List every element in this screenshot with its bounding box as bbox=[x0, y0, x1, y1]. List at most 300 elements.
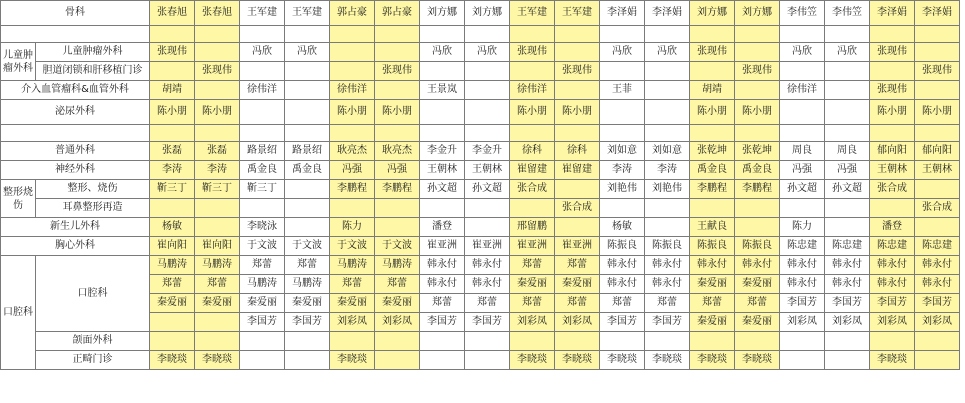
schedule-cell bbox=[330, 43, 375, 62]
schedule-cell bbox=[645, 81, 690, 100]
schedule-cell: 冯欣 bbox=[825, 43, 870, 62]
header-doctor: 王军建 bbox=[285, 1, 330, 26]
schedule-cell: 李国芳 bbox=[600, 313, 645, 332]
schedule-cell: 耿亮杰 bbox=[375, 142, 420, 161]
schedule-cell bbox=[780, 100, 825, 125]
blank-cell bbox=[645, 125, 690, 142]
header-doctor: 张春旭 bbox=[150, 1, 195, 26]
blank-cell bbox=[330, 26, 375, 43]
schedule-cell bbox=[690, 332, 735, 351]
schedule-cell: 刘彩凤 bbox=[330, 313, 375, 332]
header-doctor: 李泽娟 bbox=[645, 1, 690, 26]
schedule-cell bbox=[150, 62, 195, 81]
schedule-cell bbox=[375, 332, 420, 351]
schedule-cell: 陈小朋 bbox=[330, 100, 375, 125]
schedule-cell bbox=[510, 62, 555, 81]
schedule-cell: 李国芳 bbox=[870, 294, 915, 313]
schedule-cell bbox=[150, 199, 195, 218]
schedule-cell: 秦爱丽 bbox=[330, 294, 375, 313]
schedule-cell: 王朝林 bbox=[870, 161, 915, 180]
blank-cell bbox=[915, 26, 960, 43]
schedule-cell: 崔留建 bbox=[510, 161, 555, 180]
schedule-cell bbox=[150, 332, 195, 351]
schedule-cell: 郑蕾 bbox=[555, 256, 600, 275]
table-row bbox=[1, 142, 960, 161]
schedule-cell bbox=[285, 81, 330, 100]
header-doctor: 刘方娜 bbox=[690, 1, 735, 26]
schedule-cell: 陈振良 bbox=[600, 237, 645, 256]
schedule-body bbox=[1, 1, 960, 370]
schedule-cell: 张现伟 bbox=[510, 43, 555, 62]
schedule-cell: 王朝林 bbox=[915, 161, 960, 180]
blank-cell bbox=[825, 26, 870, 43]
schedule-cell: 秦爱丽 bbox=[150, 294, 195, 313]
header-doctor: 郭占豪 bbox=[375, 1, 420, 26]
blank-cell bbox=[690, 26, 735, 43]
schedule-cell: 李晓琰 bbox=[195, 351, 240, 370]
schedule-cell bbox=[645, 100, 690, 125]
schedule-cell: 秦爱丽 bbox=[690, 313, 735, 332]
schedule-cell bbox=[825, 81, 870, 100]
schedule-cell: 李晓琰 bbox=[735, 351, 780, 370]
schedule-cell: 郑蕾 bbox=[600, 294, 645, 313]
schedule-cell: 陈忠建 bbox=[825, 237, 870, 256]
schedule-cell: 张现伟 bbox=[915, 62, 960, 81]
schedule-cell: 徐科 bbox=[555, 142, 600, 161]
schedule-cell: 张现伟 bbox=[555, 62, 600, 81]
schedule-cell: 杨敏 bbox=[150, 218, 195, 237]
schedule-cell bbox=[375, 351, 420, 370]
schedule-cell: 韩永付 bbox=[915, 256, 960, 275]
category-label: 整形烧伤 bbox=[1, 180, 36, 218]
schedule-cell: 李国芳 bbox=[285, 313, 330, 332]
schedule-cell: 李金升 bbox=[465, 142, 510, 161]
schedule-cell: 刘彩凤 bbox=[375, 313, 420, 332]
schedule-cell bbox=[915, 351, 960, 370]
schedule-cell: 张现伟 bbox=[870, 43, 915, 62]
schedule-cell bbox=[600, 332, 645, 351]
schedule-cell bbox=[825, 332, 870, 351]
blank-cell bbox=[600, 125, 645, 142]
schedule-cell: 韩永付 bbox=[420, 275, 465, 294]
schedule-cell bbox=[780, 332, 825, 351]
schedule-cell: 韩永付 bbox=[780, 275, 825, 294]
schedule-cell: 陈忠建 bbox=[915, 237, 960, 256]
schedule-cell: 李国芳 bbox=[825, 294, 870, 313]
schedule-cell bbox=[285, 100, 330, 125]
header-doctor: 李泽娟 bbox=[600, 1, 645, 26]
schedule-cell: 陈小朋 bbox=[195, 100, 240, 125]
schedule-cell: 禹金良 bbox=[285, 161, 330, 180]
schedule-cell bbox=[870, 332, 915, 351]
schedule-cell: 张现伟 bbox=[375, 62, 420, 81]
blank-cell bbox=[150, 26, 195, 43]
department-label: 神经外科 bbox=[1, 161, 150, 180]
schedule-cell bbox=[645, 199, 690, 218]
schedule-cell: 李鹏程 bbox=[375, 180, 420, 199]
schedule-cell: 于文波 bbox=[375, 237, 420, 256]
schedule-cell: 刘彩凤 bbox=[915, 313, 960, 332]
schedule-cell bbox=[645, 62, 690, 81]
blank-cell bbox=[735, 26, 780, 43]
department-label: 口腔科 bbox=[36, 256, 150, 332]
schedule-cell bbox=[555, 332, 600, 351]
schedule-cell: 李晓琰 bbox=[150, 351, 195, 370]
schedule-cell: 李鹏程 bbox=[735, 180, 780, 199]
schedule-cell bbox=[825, 100, 870, 125]
department-label: 整形、烧伤 bbox=[36, 180, 150, 199]
schedule-cell: 韩永付 bbox=[735, 256, 780, 275]
schedule-cell: 陈小朋 bbox=[375, 100, 420, 125]
schedule-cell: 冯欣 bbox=[285, 43, 330, 62]
schedule-cell: 韩永付 bbox=[645, 275, 690, 294]
schedule-cell bbox=[240, 351, 285, 370]
schedule-cell: 胡靖 bbox=[150, 81, 195, 100]
blank-cell bbox=[195, 26, 240, 43]
schedule-cell: 耿亮杰 bbox=[330, 142, 375, 161]
schedule-cell bbox=[240, 62, 285, 81]
blank-label bbox=[1, 125, 150, 142]
schedule-cell: 李晓琰 bbox=[555, 351, 600, 370]
schedule-cell bbox=[285, 199, 330, 218]
blank-cell bbox=[330, 125, 375, 142]
schedule-cell: 崔亚洲 bbox=[465, 237, 510, 256]
blank-cell bbox=[240, 125, 285, 142]
blank-cell bbox=[465, 26, 510, 43]
schedule-cell: 陈力 bbox=[330, 218, 375, 237]
schedule-cell: 陈小朋 bbox=[870, 100, 915, 125]
schedule-cell bbox=[465, 199, 510, 218]
schedule-cell: 李晓泳 bbox=[240, 218, 285, 237]
schedule-cell bbox=[915, 81, 960, 100]
schedule-cell bbox=[465, 62, 510, 81]
blank-cell bbox=[555, 125, 600, 142]
schedule-cell bbox=[195, 313, 240, 332]
schedule-cell: 张磊 bbox=[150, 142, 195, 161]
header-doctor: 刘方娜 bbox=[735, 1, 780, 26]
schedule-cell bbox=[555, 180, 600, 199]
schedule-cell: 徐科 bbox=[510, 142, 555, 161]
table-row bbox=[1, 1, 960, 26]
schedule-cell bbox=[420, 62, 465, 81]
schedule-cell bbox=[420, 199, 465, 218]
schedule-cell: 陈振良 bbox=[645, 237, 690, 256]
department-label: 颌面外科 bbox=[36, 332, 150, 351]
blank-cell bbox=[510, 125, 555, 142]
schedule-cell: 韩永付 bbox=[690, 256, 735, 275]
blank-cell bbox=[870, 125, 915, 142]
schedule-cell: 冯强 bbox=[375, 161, 420, 180]
schedule-cell bbox=[465, 81, 510, 100]
schedule-cell: 秦爱丽 bbox=[240, 294, 285, 313]
department-label: 正畸门诊 bbox=[36, 351, 150, 370]
schedule-cell: 崔亚洲 bbox=[510, 237, 555, 256]
schedule-cell: 韩永付 bbox=[645, 256, 690, 275]
schedule-cell: 李鹏程 bbox=[690, 180, 735, 199]
schedule-cell bbox=[510, 199, 555, 218]
schedule-cell: 陈忠建 bbox=[870, 237, 915, 256]
header-doctor: 李伟笠 bbox=[825, 1, 870, 26]
schedule-cell bbox=[870, 199, 915, 218]
schedule-cell: 周良 bbox=[780, 142, 825, 161]
schedule-cell: 秦爱丽 bbox=[735, 313, 780, 332]
schedule-cell bbox=[375, 218, 420, 237]
header-doctor: 王军建 bbox=[240, 1, 285, 26]
schedule-cell: 孙文超 bbox=[420, 180, 465, 199]
schedule-cell bbox=[150, 313, 195, 332]
table-row bbox=[1, 26, 960, 43]
schedule-cell bbox=[825, 62, 870, 81]
schedule-cell: 李晓琰 bbox=[870, 351, 915, 370]
schedule-cell: 李晓琰 bbox=[330, 351, 375, 370]
blank-cell bbox=[465, 125, 510, 142]
schedule-cell: 韩永付 bbox=[870, 275, 915, 294]
schedule-cell bbox=[600, 100, 645, 125]
table-row bbox=[1, 199, 960, 218]
schedule-cell: 郑蕾 bbox=[420, 294, 465, 313]
blank-cell bbox=[870, 26, 915, 43]
table-row bbox=[1, 218, 960, 237]
schedule-cell: 潘登 bbox=[870, 218, 915, 237]
department-label: 胸心外科 bbox=[1, 237, 150, 256]
schedule-cell: 李晓琰 bbox=[600, 351, 645, 370]
schedule-cell: 马鹏涛 bbox=[375, 256, 420, 275]
schedule-cell: 陈振良 bbox=[690, 237, 735, 256]
schedule-cell bbox=[465, 218, 510, 237]
schedule-cell bbox=[465, 100, 510, 125]
schedule-cell: 于文波 bbox=[240, 237, 285, 256]
schedule-cell: 禹金良 bbox=[240, 161, 285, 180]
schedule-cell: 胡靖 bbox=[690, 81, 735, 100]
schedule-cell: 陈小朋 bbox=[510, 100, 555, 125]
schedule-cell: 韩永付 bbox=[600, 275, 645, 294]
department-label: 儿童肿瘤外科 bbox=[36, 43, 150, 62]
schedule-cell: 张合成 bbox=[870, 180, 915, 199]
blank-cell bbox=[375, 26, 420, 43]
schedule-cell: 郑蕾 bbox=[465, 294, 510, 313]
blank-cell bbox=[420, 125, 465, 142]
schedule-cell: 秦爱丽 bbox=[375, 294, 420, 313]
schedule-cell: 郑蕾 bbox=[510, 294, 555, 313]
schedule-cell: 张现伟 bbox=[690, 43, 735, 62]
header-doctor: 李泽娟 bbox=[915, 1, 960, 26]
schedule-cell: 秦爱丽 bbox=[285, 294, 330, 313]
blank-cell bbox=[240, 26, 285, 43]
schedule-cell bbox=[780, 199, 825, 218]
schedule-cell: 张现伟 bbox=[195, 62, 240, 81]
schedule-cell bbox=[420, 100, 465, 125]
blank-cell bbox=[195, 125, 240, 142]
blank-cell bbox=[690, 125, 735, 142]
table-row bbox=[1, 351, 960, 370]
blank-cell bbox=[645, 26, 690, 43]
schedule-cell bbox=[825, 218, 870, 237]
schedule-cell: 王景岚 bbox=[420, 81, 465, 100]
table-row bbox=[1, 237, 960, 256]
schedule-cell bbox=[690, 199, 735, 218]
schedule-cell: 陈力 bbox=[780, 218, 825, 237]
schedule-cell: 郁向阳 bbox=[870, 142, 915, 161]
department-label: 胆道闭锁和肝移植门诊 bbox=[36, 62, 150, 81]
schedule-cell bbox=[735, 81, 780, 100]
schedule-cell: 孙文超 bbox=[825, 180, 870, 199]
schedule-cell: 马鹏涛 bbox=[150, 256, 195, 275]
schedule-cell: 陈小朋 bbox=[735, 100, 780, 125]
header-doctor: 刘方娜 bbox=[465, 1, 510, 26]
schedule-cell bbox=[510, 332, 555, 351]
schedule-cell: 路景绍 bbox=[240, 142, 285, 161]
schedule-cell: 李涛 bbox=[150, 161, 195, 180]
schedule-cell: 张现伟 bbox=[870, 81, 915, 100]
schedule-cell bbox=[555, 218, 600, 237]
schedule-cell: 韩永付 bbox=[825, 275, 870, 294]
schedule-cell bbox=[915, 332, 960, 351]
schedule-cell: 韩永付 bbox=[870, 256, 915, 275]
schedule-cell: 刘艳伟 bbox=[600, 180, 645, 199]
schedule-cell: 张合成 bbox=[915, 199, 960, 218]
schedule-cell bbox=[420, 332, 465, 351]
header-doctor: 郭占豪 bbox=[330, 1, 375, 26]
department-label: 泌尿外科 bbox=[1, 100, 150, 125]
schedule-cell bbox=[600, 62, 645, 81]
schedule-cell: 冯强 bbox=[825, 161, 870, 180]
schedule-cell bbox=[375, 43, 420, 62]
schedule-cell: 李国芳 bbox=[915, 294, 960, 313]
schedule-cell: 孙文超 bbox=[780, 180, 825, 199]
schedule-cell: 李涛 bbox=[645, 161, 690, 180]
schedule-cell: 陈小朋 bbox=[555, 100, 600, 125]
header-label: 骨科 bbox=[1, 1, 150, 26]
schedule-cell: 刘彩凤 bbox=[780, 313, 825, 332]
schedule-cell bbox=[375, 199, 420, 218]
schedule-cell: 李晓琰 bbox=[510, 351, 555, 370]
schedule-cell: 郑蕾 bbox=[555, 294, 600, 313]
schedule-cell bbox=[735, 199, 780, 218]
schedule-cell: 崔向阳 bbox=[195, 237, 240, 256]
schedule-cell: 郑蕾 bbox=[240, 256, 285, 275]
schedule-cell: 冯强 bbox=[330, 161, 375, 180]
schedule-cell: 冯欣 bbox=[645, 43, 690, 62]
department-label: 普通外科 bbox=[1, 142, 150, 161]
blank-cell bbox=[780, 26, 825, 43]
schedule-cell: 刘彩凤 bbox=[555, 313, 600, 332]
table-row bbox=[1, 43, 960, 62]
schedule-cell: 郑蕾 bbox=[285, 256, 330, 275]
table-row bbox=[1, 125, 960, 142]
schedule-cell: 张合成 bbox=[555, 199, 600, 218]
schedule-cell: 崔留建 bbox=[555, 161, 600, 180]
department-label: 介入血管瘤科&血管外科 bbox=[1, 81, 150, 100]
schedule-cell bbox=[465, 332, 510, 351]
schedule-cell bbox=[915, 43, 960, 62]
schedule-cell bbox=[645, 218, 690, 237]
schedule-cell: 张乾坤 bbox=[735, 142, 780, 161]
schedule-cell: 王朝林 bbox=[465, 161, 510, 180]
schedule-cell: 王菲 bbox=[600, 81, 645, 100]
schedule-cell: 秦爱丽 bbox=[195, 294, 240, 313]
schedule-cell: 杨敏 bbox=[600, 218, 645, 237]
schedule-cell: 邢留鹏 bbox=[510, 218, 555, 237]
schedule-cell: 韩永付 bbox=[780, 256, 825, 275]
schedule-cell: 刘彩凤 bbox=[825, 313, 870, 332]
schedule-cell bbox=[555, 43, 600, 62]
schedule-cell: 郑蕾 bbox=[150, 275, 195, 294]
schedule-cell bbox=[780, 351, 825, 370]
department-label: 新生儿外科 bbox=[1, 218, 150, 237]
table-row bbox=[1, 81, 960, 100]
header-doctor: 李伟笠 bbox=[780, 1, 825, 26]
schedule-cell bbox=[195, 43, 240, 62]
schedule-cell: 李涛 bbox=[195, 161, 240, 180]
schedule-cell bbox=[825, 351, 870, 370]
schedule-cell: 刘如意 bbox=[645, 142, 690, 161]
schedule-cell: 李金升 bbox=[420, 142, 465, 161]
blank-label bbox=[1, 26, 150, 43]
schedule-cell: 张乾坤 bbox=[690, 142, 735, 161]
schedule-cell bbox=[285, 351, 330, 370]
schedule-cell: 马鹏涛 bbox=[330, 256, 375, 275]
schedule-cell bbox=[330, 332, 375, 351]
blank-cell bbox=[510, 26, 555, 43]
category-label: 儿童肿瘤外科 bbox=[1, 43, 36, 81]
schedule-cell: 崔亚洲 bbox=[555, 237, 600, 256]
table-row bbox=[1, 161, 960, 180]
blank-cell bbox=[285, 125, 330, 142]
schedule-cell bbox=[915, 218, 960, 237]
schedule-cell: 冯强 bbox=[780, 161, 825, 180]
schedule-cell: 韩永付 bbox=[600, 256, 645, 275]
schedule-cell: 冯欣 bbox=[240, 43, 285, 62]
schedule-cell: 靳三丁 bbox=[150, 180, 195, 199]
category-label: 口腔科 bbox=[1, 256, 36, 370]
schedule-cell: 郑蕾 bbox=[195, 275, 240, 294]
schedule-cell bbox=[825, 199, 870, 218]
schedule-cell: 禹金良 bbox=[735, 161, 780, 180]
schedule-cell: 刘如意 bbox=[600, 142, 645, 161]
schedule-cell: 张现伟 bbox=[735, 62, 780, 81]
header-doctor: 李泽娟 bbox=[870, 1, 915, 26]
schedule-cell: 郑蕾 bbox=[690, 294, 735, 313]
schedule-cell: 马鹏涛 bbox=[285, 275, 330, 294]
schedule-cell: 靳三丁 bbox=[240, 180, 285, 199]
schedule-cell: 李国芳 bbox=[420, 313, 465, 332]
schedule-cell: 秦爱丽 bbox=[510, 275, 555, 294]
schedule-cell: 李国芳 bbox=[465, 313, 510, 332]
schedule-cell: 于文波 bbox=[285, 237, 330, 256]
schedule-cell: 韩永付 bbox=[465, 256, 510, 275]
schedule-cell bbox=[195, 218, 240, 237]
schedule-cell bbox=[330, 199, 375, 218]
schedule-cell: 徐伟洋 bbox=[330, 81, 375, 100]
schedule-cell: 王朝林 bbox=[420, 161, 465, 180]
schedule-cell: 张现伟 bbox=[150, 43, 195, 62]
schedule-cell: 郑蕾 bbox=[330, 275, 375, 294]
schedule-cell bbox=[285, 218, 330, 237]
blank-cell bbox=[825, 125, 870, 142]
schedule-cell: 秦爱丽 bbox=[690, 275, 735, 294]
schedule-cell: 李晓琰 bbox=[645, 351, 690, 370]
schedule-cell: 禹金良 bbox=[690, 161, 735, 180]
blank-cell bbox=[915, 125, 960, 142]
schedule-cell: 徐伟洋 bbox=[510, 81, 555, 100]
schedule-cell: 郁向阳 bbox=[915, 142, 960, 161]
schedule-cell: 韩永付 bbox=[825, 256, 870, 275]
blank-cell bbox=[375, 125, 420, 142]
schedule-cell: 李晓琰 bbox=[690, 351, 735, 370]
schedule-cell bbox=[735, 218, 780, 237]
schedule-cell: 徐伟洋 bbox=[240, 81, 285, 100]
schedule-cell: 周良 bbox=[825, 142, 870, 161]
